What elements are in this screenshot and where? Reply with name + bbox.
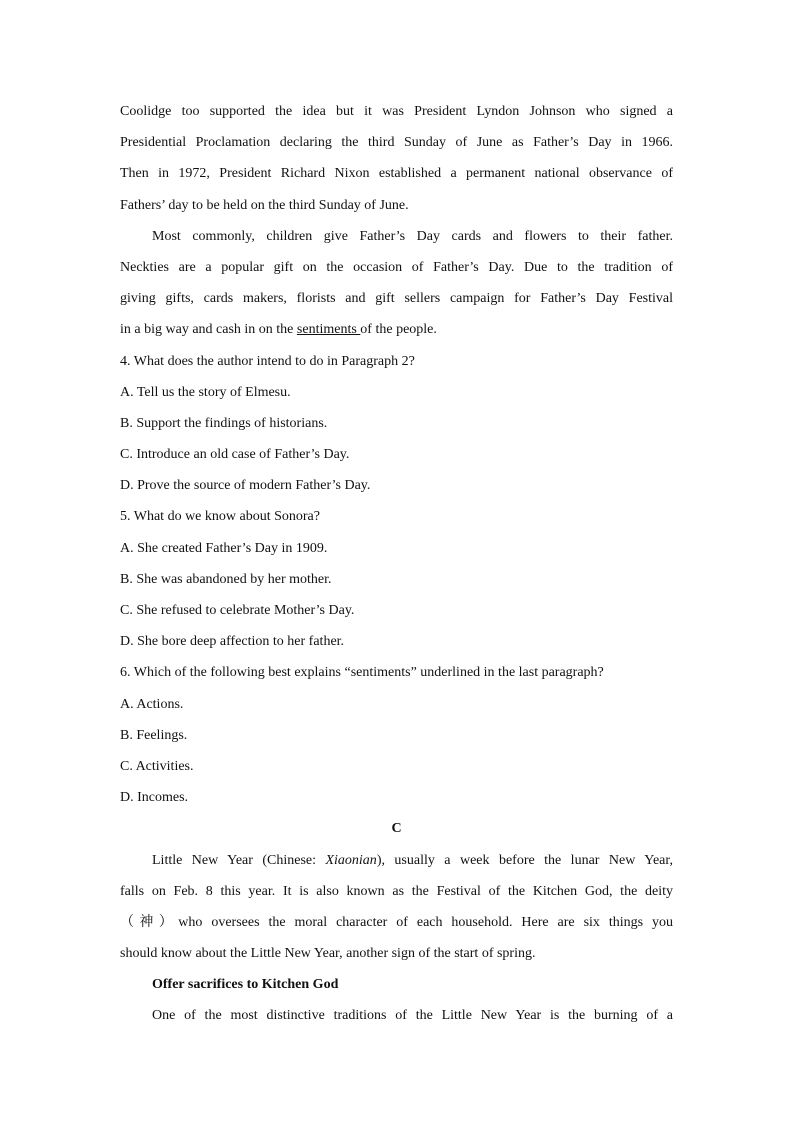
text-segment: ), usually a week before the lunar New Year,	[376, 852, 673, 868]
italic-term-xiaonian: Xiaonian	[325, 852, 377, 868]
text-line: Coolidge too supported the idea but it was President Lyndon Johnson who signed a	[120, 104, 673, 119]
text-line: Neckties are a popular gift on the occasion of Father’s Day. Due to the tradition of	[120, 259, 673, 275]
text-line: Then in 1972, President Richard Nixon established a permanent national observance of	[120, 166, 673, 182]
option-d: D. She bore deep affection to her father.	[120, 634, 345, 650]
question-stem: 6. Which of the following best explains “sentiments” underlined in the last paragraph?	[120, 665, 604, 681]
section-c-intro-paragraph	[120, 845, 673, 970]
text-line: should know about the Little New Year, another sign of the start of spring.	[120, 946, 536, 962]
text-line: （神）who oversees the moral character of each household. Here are six things you	[120, 914, 673, 930]
text-segment: of the people.	[360, 322, 437, 338]
text-segment: in a big way and cash in on the	[120, 322, 297, 338]
option-d: D. Prove the source of modern Father’s Day.	[120, 478, 371, 494]
question-stem: 5. What do we know about Sonora?	[120, 509, 320, 525]
option-a: A. Actions.	[120, 696, 184, 712]
question-stem: 4. What does the author intend to do in Paragraph 2?	[120, 353, 415, 369]
text-line	[120, 845, 673, 876]
document-page	[120, 96, 673, 1032]
subheading: Offer sacrifices to Kitchen God	[152, 977, 339, 993]
option-b: B. Support the findings of historians.	[120, 415, 328, 431]
text-line: Presidential Proclamation declaring the third Sunday of June as Father’s Day in 1966.	[120, 135, 673, 151]
question-4	[120, 346, 673, 502]
text-line: Most commonly, children give Father’s Day cards and flowers to their father.	[152, 228, 673, 244]
option-a: A. Tell us the story of Elmesu.	[120, 384, 291, 400]
section-heading: C	[391, 821, 402, 837]
option-b: B. She was abandoned by her mother.	[120, 571, 332, 587]
text-line: falls on Feb. 8 this year. It is also known as the Festival of the Kitchen God, the deity	[120, 883, 673, 899]
text-segment: Little New Year (Chinese:	[152, 852, 326, 868]
option-c: C. Introduce an old case of Father’s Day.	[120, 447, 350, 463]
option-c: C. She refused to celebrate Mother’s Day.	[120, 603, 355, 618]
option-a: A. She created Father’s Day in 1909.	[120, 540, 328, 556]
passage-b-paragraph-1	[120, 96, 673, 221]
text-line: One of the most distinctive traditions of the Little New Year is the burning of a	[152, 1008, 673, 1024]
underlined-word-sentiments: sentiments	[296, 322, 361, 338]
option-c: C. Activities.	[120, 758, 194, 774]
text-line	[120, 314, 673, 345]
question-5	[120, 501, 673, 657]
section-c-paragraph-1	[120, 1000, 673, 1031]
option-d: D. Incomes.	[120, 790, 189, 806]
option-b: B. Feelings.	[120, 727, 188, 743]
passage-b-paragraph-2	[120, 221, 673, 346]
text-line: giving gifts, cards makers, florists and gift sellers campaign for Father’s Day Festival	[120, 291, 673, 307]
text-line: Fathers’ day to be held on the third Sunday of June.	[120, 197, 409, 213]
question-6	[120, 657, 673, 813]
